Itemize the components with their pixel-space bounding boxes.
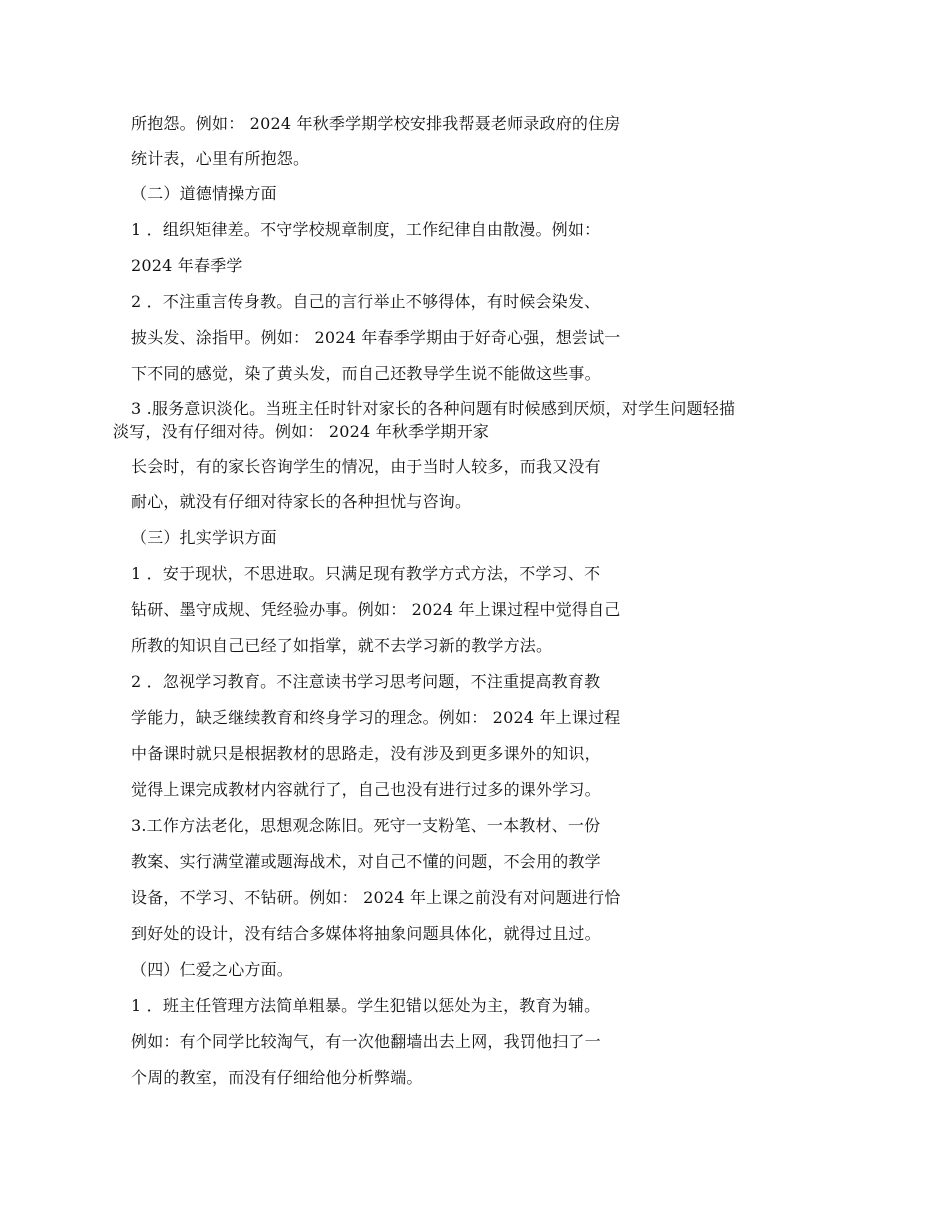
section-heading: （二）道德情操方面	[131, 184, 277, 203]
text-line: 个周的教室，而没有仔细给他分析弊端。	[131, 1068, 423, 1087]
text-line: 所教的知识自己已经了如指掌，就不去学习新的教学方法。	[131, 636, 553, 655]
section-heading: （四）仁爱之心方面。	[131, 960, 294, 979]
section-heading: （三）扎实学识方面	[131, 528, 277, 547]
text-line: 1 ．班主任管理方法简单粗暴。学生犯错以惩处为主，教育为辅。	[131, 996, 601, 1015]
text-line: 3.工作方法老化，思想观念陈旧。死守一支粉笔、一本教材、一份	[131, 816, 601, 835]
text-line: 淡写，没有仔细对待。例如： 2024 年秋季学期开家	[113, 422, 490, 441]
text-line: 到好处的设计，没有结合多媒体将抽象问题具体化，就得过且过。	[131, 924, 601, 943]
text-line: 统计表，心里有所抱怨。	[131, 149, 310, 168]
text-line: 耐心，就没有仔细对待家长的各种担忧与咨询。	[131, 492, 472, 511]
text-line: 1 ．安于现状，不思进取。只满足现有教学方式方法，不学习、不	[131, 564, 601, 583]
text-line: 下不同的感觉，染了黄头发，而自己还教导学生说不能做这些事。	[131, 364, 601, 383]
text-line: 2 ．忽视学习教育。不注意读书学习思考问题，不注重提高教育教	[131, 672, 601, 691]
text-line: 披头发、涂指甲。例如： 2024 年春季学期由于好奇心强，想尝试一	[131, 328, 621, 347]
text-line: 3 .服务意识淡化。当班主任时针对家长的各种问题有时候感到厌烦，对学生问题轻描	[131, 399, 736, 418]
text-line: 长会时，有的家长咨询学生的情况，由于当时人较多，而我又没有	[131, 457, 601, 476]
text-line: 钻研、墨守成规、凭经验办事。例如： 2024 年上课过程中觉得自己	[131, 600, 621, 619]
text-line: 2024 年春季学	[131, 256, 243, 275]
text-line: 例如：有个同学比较淘气，有一次他翻墙出去上网，我罚他扫了一	[131, 1032, 601, 1051]
text-line: 2 ．不注重言传身教。自己的言行举止不够得体，有时候会染发、	[131, 292, 601, 311]
text-line: 学能力，缺乏继续教育和终身学习的理念。例如： 2024 年上课过程	[131, 708, 621, 727]
text-line: 所抱怨。例如： 2024 年秋季学期学校安排我帮聂老师录政府的住房	[131, 114, 621, 133]
text-line: 觉得上课完成教材内容就行了，自己也没有进行过多的课外学习。	[131, 780, 601, 799]
text-line: 中备课时就只是根据教材的思路走，没有涉及到更多课外的知识，	[131, 744, 601, 763]
text-line: 设备，不学习、不钻研。例如： 2024 年上课之前没有对问题进行恰	[131, 888, 621, 907]
text-line: 教案、实行满堂灌或题海战术，对自己不懂的问题，不会用的教学	[131, 852, 601, 871]
text-line: 1 ．组织矩律差。不守学校规章制度，工作纪律自由散漫。例如：	[131, 220, 601, 239]
